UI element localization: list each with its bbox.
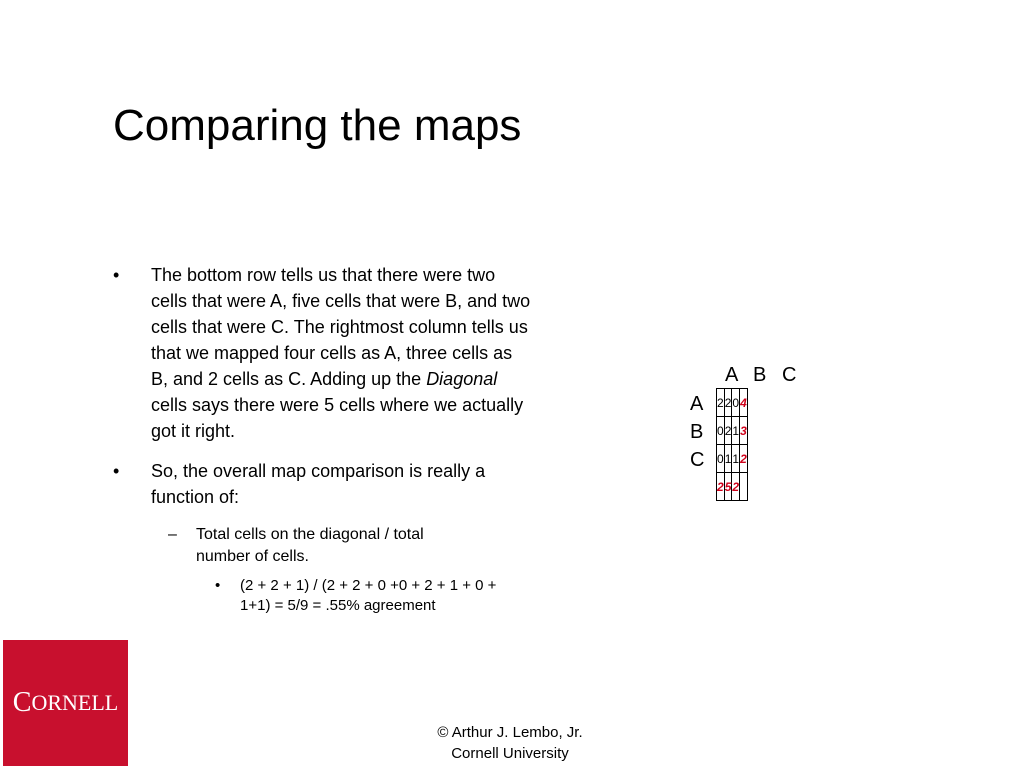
bullet-1-text-b: cells says there were 5 cells where we actually got it right.	[151, 395, 524, 441]
row-header-c: C	[690, 449, 705, 471]
row-total: 3	[740, 417, 748, 445]
row-total: 4	[740, 389, 748, 417]
row-header-b: B	[690, 421, 704, 443]
matrix-cell: 1	[732, 445, 740, 473]
empty-corner-cell	[740, 473, 748, 501]
bullet-2-text: So, the overall map comparison is really a function of:	[151, 461, 486, 507]
footer-line-1: © Arthur J. Lembo, Jr.	[437, 724, 583, 741]
table-row	[717, 389, 748, 417]
table-row	[717, 417, 748, 445]
sub-sub-bullet	[113, 576, 520, 616]
matrix-cell: 2	[717, 389, 725, 417]
column-total: 5	[724, 473, 732, 501]
bullet-marker: •	[113, 265, 120, 285]
bullet-2	[113, 458, 533, 510]
col-header-c: C	[782, 364, 797, 386]
logo-text: ORNELL	[31, 690, 119, 715]
bullet-1-text-a: The bottom row tells us that there were two cells that were A, five cells that were B, and two cells that were C. The rightmost column tells us that we mapped four cells as A, three cells as B, and 2 cells as C. Adding up the	[151, 265, 531, 389]
row-headers	[690, 390, 704, 474]
matrix-table	[716, 388, 748, 501]
matrix-cell: 0	[717, 417, 725, 445]
table-row	[717, 473, 748, 501]
matrix-cell: 0	[732, 389, 740, 417]
bullet-1	[113, 262, 533, 444]
column-total: 2	[732, 473, 740, 501]
footer	[380, 722, 640, 764]
bullet-marker: •	[215, 577, 221, 594]
sub-bullet-text: Total cells on the diagonal / total number of cells.	[196, 526, 424, 565]
sub-bullet	[113, 524, 466, 568]
column-total: 2	[717, 473, 725, 501]
slide-title: Comparing the maps	[113, 101, 522, 150]
table-row	[717, 445, 748, 473]
matrix-cell: 2	[724, 389, 732, 417]
matrix-cell: 2	[724, 417, 732, 445]
cornell-logo	[3, 640, 128, 766]
col-header-a: A	[725, 364, 739, 386]
logo-letter: C	[12, 687, 32, 718]
dash-marker: –	[168, 526, 177, 543]
matrix-cell: 0	[717, 445, 725, 473]
matrix-cell: 1	[724, 445, 732, 473]
footer-line-2: Cornell University	[451, 745, 569, 762]
row-header-a: A	[690, 393, 704, 415]
bullet-marker: •	[113, 461, 120, 481]
sub-sub-bullet-text: (2 + 2 + 1) / (2 + 2 + 0 +0 + 2 + 1 + 0 + 1+1) = 5/9 = .55% agreement	[240, 577, 497, 614]
row-total: 2	[740, 445, 748, 473]
bullet-list	[113, 262, 533, 616]
matrix-cell: 1	[732, 417, 740, 445]
bullet-1-italic: Diagonal	[426, 369, 498, 389]
col-header-b: B	[753, 364, 767, 386]
